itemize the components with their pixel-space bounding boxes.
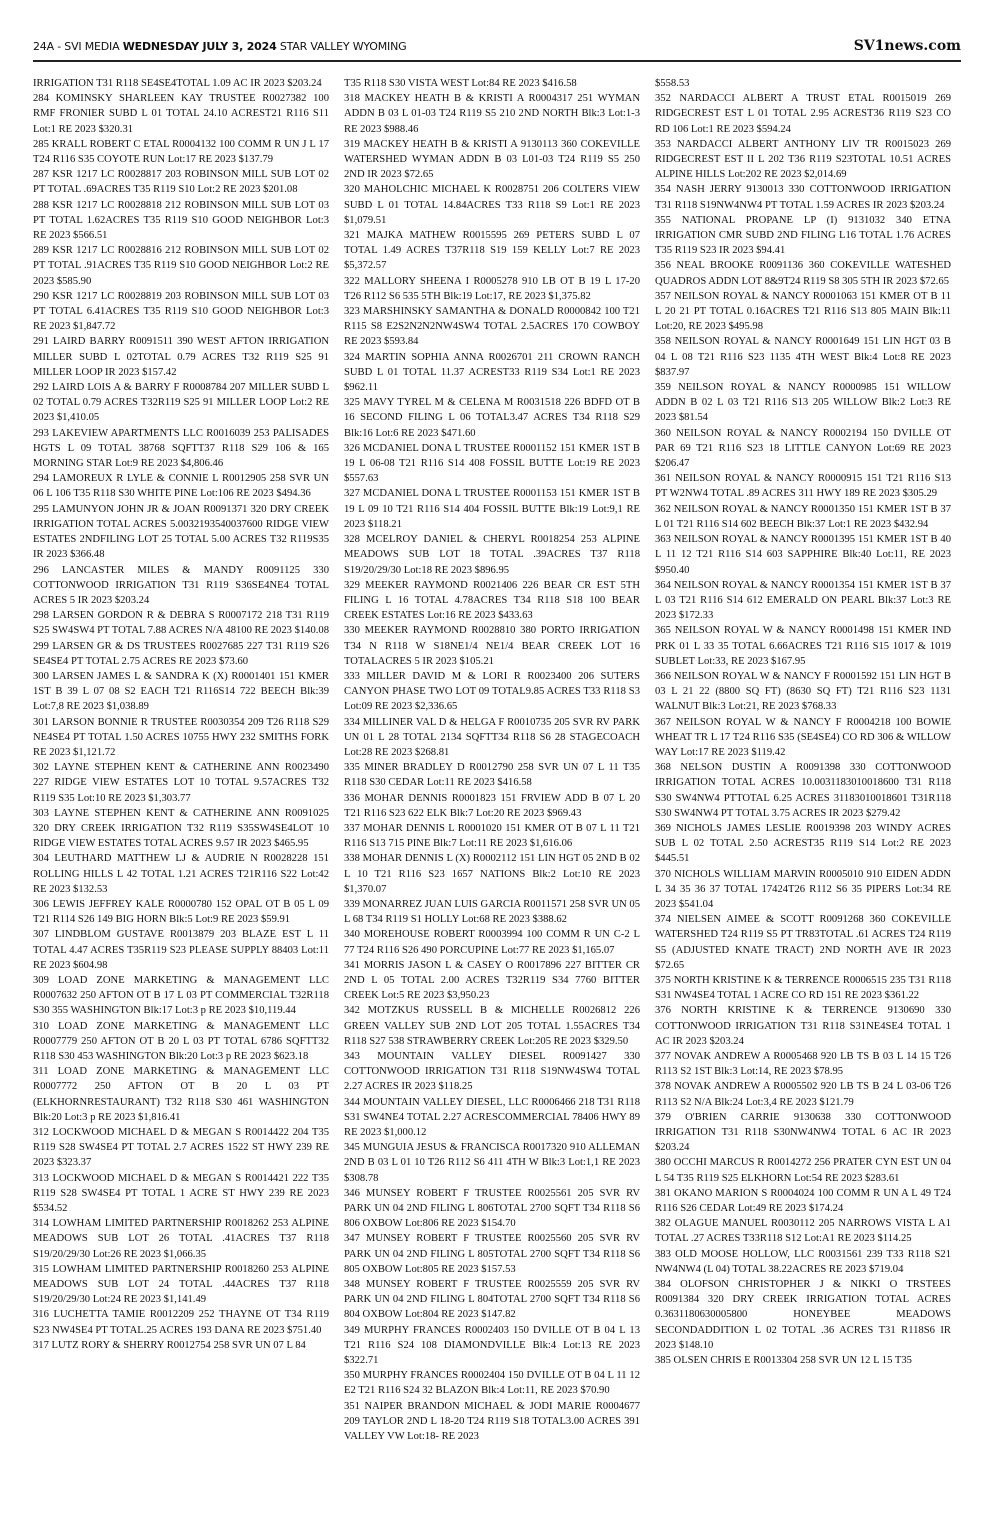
- listing-entry: 342 MOTZKUS RUSSELL B & MICHELLE R0026812 226 GREEN VALLEY SUB 2ND LOT 205 TOTAL 1.55ACRES T34 R118 S27 538 STRAWBERRY CREEK Lot:205 RE 2023 $329.50: [344, 1005, 640, 1047]
- listing-entry: 284 KOMINSKY SHARLEEN KAY TRUSTEE R0027382 100 RMF FRONIER SUBD L 01 TOTAL 24.10 ACRESТ21 R116 S11 Lot:1 RE 2023 $320.31: [33, 93, 329, 135]
- listing-entry: 353 NARDACCI ALBERT ANTHONY LIV TR R0015023 269 RIDGECREST EST II L 202 T36 R119 S23TOTAL 10.51 ACRES ALPINE HILLS Lot:202 RE 2023 $2,014.69: [655, 138, 951, 181]
- listing-entry: 328 MCELROY DANIEL & CHERYL R0018254 253 ALPINE MEADOWS SUB LOT 18 TOTAL .39ACRES T37 R118 S19/20/29/30 Lot:18 RE 2023 $896.95: [344, 534, 640, 576]
- listing-entry: 299 LARSEN GR & DS TRUSTEES R0027685 227 T31 R119 S26 SE4SE4 PT TOTAL 2.75 ACRES RE 2023 $73.60: [33, 640, 329, 667]
- listing-entry: 306 LEWIS JEFFREY KALE R0000780 152 OPAL OT B 05 L 09 T21 R114 S26 149 BIG HORN Blk:5 Lot:9 RE 2023 $59.91: [33, 898, 329, 926]
- listing-entry: 314 LOWHAM LIMITED PARTNERSHIP R0018262 253 ALPINE MEADOWS SUB LOT 26 TOTAL .41ACRES T37 R118 S19/20/29/30 Lot:26 RE 2023 $1,066.35: [33, 1218, 329, 1260]
- listing-entry: 345 MUNGUIA JESUS & FRANCISCA R0017320 910 ALLEMAN 2ND B 03 L 01 10 T26 R112 S6 411 4TH W Blk:3 Lot:1,1 RE 2023 $308.78: [344, 1142, 640, 1184]
- listing-entry: 313 LOCKWOOD MICHAEL D & MEGAN S R0014421 222 T35 R119 S28 SW4SE4 PT TOTAL 1 ACRE ST HWY 239 RE 2023 $534.52: [33, 1172, 329, 1215]
- listing-entry: 295 LAMUNYON JOHN JR & JOAN R0091371 320 DRY CREEK IRRIGATION TOTAL ACRES 5.0032193540037600 RIDGE VIEW ESTATES 2NDFILING LOT 25 TOTAL 5.00 ACRES T32 R119S35 IR 2023 $366.48: [33, 503, 329, 561]
- listing-entry: T35 R118 S30 VISTA WEST Lot:84 RE 2023 $416.58: [344, 78, 577, 89]
- listing-entry: 287 KSR 1217 LC R0028817 203 ROBINSON MILL SUB LOT 02 PT TOTAL .69ACRES T35 R119 S10 Lot:2 RE 2023 $201.08: [33, 169, 329, 196]
- listing-entry: 368 NELSON DUSTIN A R0091398 330 COTTONWOOD IRRIGATION TOTAL ACRES 10.0031183010018600 T31 R118 S30 SW4NW4 PTTOTAL 6.25 ACRES 31183010018601 T31R118 S30 SW4NW4 PT TOTAL 3.75 ACRES IR 2023 $279.42: [655, 762, 951, 819]
- listing-entry: 366 NEILSON ROYAL W & NANCY F R0001592 151 LIN HGT B 03 L 21 22 (8800 SQ FT) (8630 SQ FT) T21 R116 S23 1131 WALNUT Blk:3 Lot:21, RE 2023 $768.33: [655, 670, 951, 713]
- listing-entry: 323 MARSHINSKY SAMANTHA & DONALD R0000842 100 T21 R115 S8 E2S2N2N2NW4SW4 TOTAL 2.5ACRES 170 COWBOY RE 2023 $593.84: [344, 306, 640, 348]
- listing-entry: 350 MURPHY FRANCES R0002404 150 DVILLE OT B 04 L 11 12 E2 T21 R116 S24 32 BLAZON Blk:4 Lot:11, RE 2023 $70.90: [344, 1370, 640, 1397]
- listing-entry: 348 MUNSEY ROBERT F TRUSTEE R0025559 205 SVR RV PARK UN 04 2ND FILING L 804TOTAL 2700 SQFT T34 R118 S6 804 OXBOW Lot:804 RE 2023 $147.82: [344, 1279, 640, 1321]
- page-header: [33, 38, 961, 56]
- listing-entry: 289 KSR 1217 LC R0028816 212 ROBINSON MILL SUB LOT 02 PT TOTAL .91ACRES T35 R119 S10 GOOD NEIGHBOR Lot:2 RE 2023 $585.90: [33, 245, 329, 287]
- listing-entry: 374 NIELSEN AIMEE & SCOTT R0091268 360 COKEVILLE WATERSHED T24 R119 S5 PT TR83TOTAL .61 ACRES T24 R119 S5 (ADJUSTED KNATE TRACT) 2ND NORTH AVE IR 2023 $72.65: [655, 914, 951, 971]
- listing-entry: 361 NEILSON ROYAL & NANCY R0000915 151 T21 R116 S13 PT W2NW4 TOTAL .89 ACRES 311 HWY 189 RE 2023 $305.29: [655, 473, 951, 500]
- listing-entry: 355 NATIONAL PROPANE LP (I) 9131032 340 ETNA IRRIGATION CMR SUBD 2ND FILING L16 TOTAL 1.76 ACRES T35 R119 S23 IR 2023 $94.41: [655, 214, 951, 257]
- folio-line: [33, 40, 406, 53]
- listing-entry: 335 MINER BRADLEY D R0012790 258 SVR UN 07 L 11 T35 R118 S30 CEDAR Lot:11 RE 2023 $416.58: [344, 762, 640, 789]
- listing-entry: 290 KSR 1217 LC R0028819 203 ROBINSON MILL SUB LOT 03 PT TOTAL 6.41ACRES T35 R119 S10 GOOD NEIGHBOR Lot:3 RE 2023 $1,847.72: [33, 290, 329, 333]
- listing-entry: 302 LAYNE STEPHEN KENT & CATHERINE ANN R0023490 227 RIDGE VIEW ESTATES LOT 10 TOTAL 9.57ACRES T32 R119 S35 Lot:10 RE 2023 $1,303.77: [33, 762, 329, 804]
- listing-entry: 292 LAIRD LOIS A & BARRY F R0008784 207 MILLER SUBD L 02 TOTAL 0.79 ACRES T32R119 S25 91 MILLER LOOP Lot:2 RE 2023 $1,410.05: [33, 382, 329, 424]
- listing-entry: 338 MOHAR DENNIS L (X) R0002112 151 LIN HGT 05 2ND B 02 L 10 T21 R116 S23 1657 NATIONS Blk:2 Lot:10 RE 2023 $1,370.07: [344, 853, 640, 895]
- listing-entry: 294 LAMOREUX R LYLE & CONNIE L R0012905 258 SVR UN 06 L 106 T35 R118 S30 WHITE PINE Lot:106 RE 2023 $494.36: [33, 473, 329, 500]
- listing-entry: 349 MURPHY FRANCES R0002403 150 DVILLE OT B 04 L 13 T21 R116 S24 108 DIAMONDVILLE Blk:4 Lot:13 RE 2023 $322.71: [344, 1324, 640, 1367]
- site-name: SV1news.com: [853, 38, 961, 54]
- listing-entry: 383 OLD MOOSE HOLLOW, LLC R0031561 239 T33 R118 S21 NW4NW4 (L 04) TOTAL 38.22ACRES RE 2023 $719.04: [655, 1248, 951, 1275]
- publication-place: STAR VALLEY WYOMING: [279, 40, 407, 53]
- listing-entry: 301 LARSON BONNIE R TRUSTEE R0030354 209 T26 R118 S29 NE4SE4 PT TOTAL 1.50 ACRES 10755 HWY 232 SMITHS FORK RE 2023 $1,121.72: [33, 716, 329, 758]
- listing-entry: 320 MAHOLCHIC MICHAEL K R0028751 206 COLTERS VIEW SUBD L 01 TOTAL 14.84ACRES T33 R118 S9 Lot:1 RE 2023 $1,079.51: [344, 184, 640, 226]
- listing-entry: 337 MOHAR DENNIS L R0001020 151 KMER OT B 07 L 11 T21 R116 S13 715 PINE Blk:7 Lot:11 RE 2023 $1,616.06: [344, 822, 640, 850]
- listing-entry: 298 LARSEN GORDON R & DEBRA S R0007172 218 T31 R119 S25 SW4SW4 PT TOTAL 7.88 ACRES N/A 48100 RE 2023 $140.08: [33, 610, 329, 637]
- header-rule: [33, 60, 961, 62]
- listing-entry: 341 MORRIS JASON L & CASEY O R0017896 227 BITTER CR 2ND L 05 TOTAL 2.00 ACRES T32R119 S34 7760 BITTER CREEK Lot:5 RE 2023 $3,950.23: [344, 959, 640, 1002]
- column-3: [655, 76, 951, 1528]
- listing-entry: 347 MUNSEY ROBERT F TRUSTEE R0025560 205 SVR RV PARK UN 04 2ND FILING L 805TOTAL 2700 SQFT T34 R118 S6 805 OXBOW Lot:805 RE 2023 $157.53: [344, 1233, 640, 1275]
- listing-entry: 322 MALLORY SHEENA I R0005278 910 LB OT B 19 L 17-20 T26 R112 S6 535 5TH Blk:19 Lot:17, RE 2023 $1,375.82: [344, 275, 640, 302]
- listing-entry: 375 NORTH KRISTINE K & TERRENCE R0006515 235 T31 R118 S31 NW4SE4 TOTAL 1 ACRE CO RD 151 RE 2023 $361.22: [655, 974, 951, 1002]
- listing-entry: 369 NICHOLS JAMES LESLIE R0019398 203 WINDY ACRES SUB L 02 TOTAL 2.50 ACREST35 R119 S14 Lot:2 RE 2023 $445.51: [655, 822, 951, 865]
- listing-entry: 333 MILLER DAVID M & LORI R R0023400 206 SUTERS CANYON PHASE TWO LOT 09 TOTAL9.85 ACRES T33 R118 S3 Lot:09 RE 2023 $2,336.65: [344, 670, 640, 713]
- listing-entry: 288 KSR 1217 LC R0028818 212 ROBINSON MILL SUB LOT 03 PT TOTAL 1.62ACRES T35 R119 S10 GOOD NEIGHBOR Lot:3 RE 2023 $566.51: [33, 199, 329, 242]
- column-1: [33, 76, 329, 1528]
- listing-entry: 327 MCDANIEL DONA L TRUSTEE R0001153 151 KMER 1ST B 19 L 09 10 T21 R116 S14 404 FOSSIL BUTTE Blk:19 Lot:9,1 RE 2023 $118.21: [344, 488, 640, 530]
- listing-entry: 334 MILLINER VAL D & HELGA F R0010735 205 SVR RV PARK UN 01 L 28 TOTAL 2134 SQFTT34 R118 S6 28 STAGECOACH Lot:28 RE 2023 $268.81: [344, 716, 640, 758]
- listing-entry: 326 MCDANIEL DONA L TRUSTEE R0001152 151 KMER 1ST B 19 L 06-08 T21 R116 S14 408 FOSSIL BUTTE Lot:19 RE 2023 $557.63: [344, 442, 640, 485]
- listing-entry: 293 LAKEVIEW APARTMENTS LLC R0016039 253 PALISADES HGTS L 09 TOTAL 38768 SQFTT37 R118 S29 106 & 165 MORNING STAR Lot:9 RE 2023 $4,806.46: [33, 427, 329, 470]
- listing-entry: 316 LUCHETTA TAMIE R0012209 252 THAYNE OT T34 R119 S23 NW4SE4 PT TOTAL.25 ACRES 193 DANA RE 2023 $751.40: [33, 1309, 329, 1336]
- issue-date: WEDNESDAY JULY 3, 2024: [122, 40, 277, 53]
- listing-entry: 312 LOCKWOOD MICHAEL D & MEGAN S R0014422 204 T35 R119 S28 SW4SE4 PT TOTAL 2.7 ACRES 1522 ST HWY 239 RE 2023 $323.37: [33, 1127, 329, 1169]
- listing-entry: 385 OLSEN CHRIS E R0013304 258 SVR UN 12 L 15 T35: [655, 1355, 912, 1367]
- listing-entry: 319 MACKEY HEATH B & KRISTI A 9130113 360 COKEVILLE WATERSHED WYMAN ADDN B 03 L01-03 T24 R119 S5 250 2ND IR 2023 $72.65: [344, 138, 640, 181]
- listing-entry: 370 NICHOLS WILLIAM MARVIN R0005010 910 EIDEN ADDN L 34 35 36 37 TOTAL 17424T26 R112 S6 35 PIPERS Lot:34 RE 2023 $541.04: [655, 868, 951, 910]
- listing-entry: 329 MEEKER RAYMOND R0021406 226 BEAR CR EST 5TH FILING L 16 TOTAL 4.78ACRES T34 R118 S18 100 BEAR CREEK ESTATES Lot:16 RE 2023 $433.63: [344, 579, 640, 622]
- listing-entry: 384 OLOFSON CHRISTOPHER J & NIKKI O TRSTEES R0091384 320 DRY CREEK IRRIGATION TOTAL ACRES 0.3631180630005800 HONEYBEE MEADOWS SECONDADDITION L 02 TOTAL .36 ACRES T31 R118S6 IR 2023 $148.10: [655, 1279, 951, 1351]
- listing-entry: 357 NEILSON ROYAL & NANCY R0001063 151 KMER OT B 11 L 20 21 PT TOTAL 0.16ACRES T21 R116 S13 805 MAIN Blk:11 Lot:20, RE 2023 $495.98: [655, 290, 951, 333]
- listing-entry: 325 MAVY TYREL M & CELENA M R0031518 226 BDFD OT B 16 SECOND FILING L 06 TOTAL3.47 ACRES T34 R118 S29 Blk:16 Lot:6 RE 2023 $471.60: [344, 397, 640, 439]
- listing-entry: 317 LUTZ RORY & SHERRY R0012754 258 SVR UN 07 L 84: [33, 1339, 306, 1351]
- listing-entry: 365 NEILSON ROYAL W & NANCY R0001498 151 KMER IND PRK 01 L 33 35 TOTAL 6.66ACRES T21 R116 S15 1017 & 1019 SUBLET Lot:33, RE 2023 $167.95: [655, 625, 951, 667]
- listing-entry: 378 NOVAK ANDREW A R0005502 920 LB TS B 24 L 03-06 T26 R113 S2 N/A Blk:24 Lot:3,4 RE 2023 $121.79: [655, 1081, 951, 1108]
- listing-entry: 291 LAIRD BARRY R0091511 390 WEST AFTON IRRIGATION MILLER SUBD L 02TOTAL 0.79 ACRES T32 R119 S25 91 MILLER LOOP IR 2023 $157.42: [33, 336, 329, 378]
- column-2: [344, 76, 640, 1528]
- listing-entry: 362 NEILSON ROYAL & NANCY R0001350 151 KMER 1ST B 37 L 01 T21 R116 S14 602 BEECH Blk:37 Lot:1 RE 2023 $432.94: [655, 503, 951, 530]
- listing-entry: 318 MACKEY HEATH B & KRISTI A R0004317 251 WYMAN ADDN B 03 L 01-03 T24 R119 S5 210 2ND NORTH Blk:3 Lot:1-3 RE 2023 $988.46: [344, 93, 640, 135]
- listing-entry: 352 NARDACCI ALBERT A TRUST ETAL R0015019 269 RIDGECREST EST L 01 TOTAL 2.95 ACREST36 R119 S23 CO RD 106 Lot:1 RE 2023 $594.24: [655, 93, 951, 135]
- listing-entry: 367 NEILSON ROYAL W & NANCY F R0004218 100 BOWIE WHEAT TR L 17 T24 R116 S35 (SE4SE4) CO RD 306 & WILLOW WAY Lot:17 RE 2023 $119.42: [655, 716, 951, 758]
- listing-entry: 381 OKANO MARION S R0004024 100 COMM R UN A L 49 T24 R116 S26 CEDAR Lot:49 RE 2023 $174.24: [655, 1187, 951, 1215]
- listing-entry: 309 LOAD ZONE MARKETING & MANAGEMENT LLC R0007632 250 AFTON OT B 17 L 03 PT COMMERCIAL T32R118 S30 355 WASHINGTON Blk:17 Lot:3 p RE 2023 $10,119.44: [33, 974, 329, 1017]
- listing-entry: 379 O'BRIEN CARRIE 9130638 330 COTTONWOOD IRRIGATION T31 R118 S30NW4NW4 TOTAL 6 AC IR 2023 $203.24: [655, 1111, 951, 1154]
- listing-entry: 359 NEILSON ROYAL & NANCY R0000985 151 WILLOW ADDN B 02 L 03 T21 R116 S13 205 WILLOW Blk:2 Lot:3 RE 2023 $81.54: [655, 382, 951, 424]
- listing-entry: 311 LOAD ZONE MARKETING & MANAGEMENT LLC R0007772 250 AFTON OT B 20 L 03 PT (ELKHORNRESTAURANT) T32 R118 S30 461 WASHINGTON Blk:20 Lot:3 p RE 2023 $1,816.41: [33, 1066, 329, 1123]
- section-label: 24A - SVI MEDIA: [33, 40, 120, 53]
- listing-entry: 380 OCCHI MARCUS R R0014272 256 PRATER CYN EST UN 04 L 54 T35 R119 S25 ELKHORN Lot:54 RE 2023 $283.61: [655, 1157, 951, 1184]
- listing-entry: IRRIGATION T31 R118 SE4SE4TOTAL 1.09 AC IR 2023 $203.24: [33, 78, 322, 89]
- listing-entry: $558.53: [655, 78, 690, 89]
- listing-entry: 377 NOVAK ANDREW A R0005468 920 LB TS B 03 L 14 15 T26 R113 S2 1ST Blk:3 Lot:14, RE 2023 $78.95: [655, 1051, 951, 1078]
- listing-entry: 300 LARSEN JAMES L & SANDRA K (X) R0001401 151 KMER 1ST B 39 L 07 08 S2 EACH T21 R116S14 722 BEECH Blk:39 Lot:7,8 RE 2023 $1,038.89: [33, 670, 329, 713]
- listing-entry: 346 MUNSEY ROBERT F TRUSTEE R0025561 205 SVR RV PARK UN 04 2ND FILING L 806TOTAL 2700 SQFT T34 R118 S6 806 OXBOW Lot:806 RE 2023 $154.70: [344, 1187, 640, 1230]
- listing-entry: 354 NASH JERRY 9130013 330 COTTONWOOD IRRIGATION T31 R118 S19NW4NW4 PT TOTAL 1.59 ACRES IR 2023 $203.24: [655, 184, 951, 211]
- listing-entry: 304 LEUTHARD MATTHEW LJ & AUDRIE N R0028228 151 ROLLING HILLS L 42 TOTAL 1.21 ACRES T21R116 S22 Lot:42 RE 2023 $132.53: [33, 853, 329, 895]
- listing-entry: 360 NEILSON ROYAL & NANCY R0002194 150 DVILLE OT PAR 69 T21 R116 S23 18 LITTLE CANYON Lot:69 RE 2023 $206.47: [655, 427, 951, 470]
- listing-entry: 321 MAJKA MATHEW R0015595 269 PETERS SUBD L 07 TOTAL 1.49 ACRES T37R118 S19 159 KELLY Lot:7 RE 2023 $5,372.57: [344, 230, 640, 272]
- listing-entry: 343 MOUNTAIN VALLEY DIESEL R0091427 330 COTTONWOOD IRRIGATION T31 R118 S19NW4SW4 TOTAL 2.27 ACRES IR 2023 $118.25: [344, 1051, 640, 1093]
- listing-entry: 296 LANCASTER MILES & MANDY R0091125 330 COTTONWOOD IRRIGATION T31 R119 S36SE4NE4 TOTAL ACRES 5 IR 2023 $203.24: [33, 564, 329, 606]
- listing-entry: 303 LAYNE STEPHEN KENT & CATHERINE ANN R0091025 320 DRY CREEK IRRIGATION T32 R119 S35SW4SE4LOT 10 RIDGE VIEW ESTATES TOTAL ACRES 9.57 IR 2023 $465.95: [33, 807, 329, 850]
- listing-entry: 358 NEILSON ROYAL & NANCY R0001649 151 LIN HGT 03 B 04 L 08 T21 R116 S23 1135 4TH WEST Blk:4 Lot:8 RE 2023 $837.97: [655, 336, 951, 378]
- listing-entry: 285 KRALL ROBERT C ETAL R0004132 100 COMM R UN J L 17 T24 R116 S35 COYOTE RUN Lot:17 RE 2023 $137.79: [33, 138, 329, 166]
- listing-entry: 310 LOAD ZONE MARKETING & MANAGEMENT LLC R0007779 250 AFTON OT B 20 L 03 PT TOTAL 6786 SQFTT32 R118 S30 453 WASHINGTON Blk:20 Lot:3 p RE 2023 $623.18: [33, 1020, 329, 1062]
- listing-entry: 330 MEEKER RAYMOND R0028810 380 PORTO IRRIGATION T34 N R118 W S18NE1/4 NE1/4 BEAR CREEK LOT 16 TOTALACRES 5 IR 2023 $105.21: [344, 625, 640, 667]
- listing-entry: 307 LINDBLOM GUSTAVE R0013879 203 BLAZE EST L 11 TOTAL 4.47 ACRES T35R119 S23 PLEASE SUPPLY 88403 Lot:11 RE 2023 $604.98: [33, 929, 329, 971]
- listing-entry: 315 LOWHAM LIMITED PARTNERSHIP R0018260 253 ALPINE MEADOWS SUB LOT 24 TOTAL .44ACRES T37 R118 S19/20/29/30 Lot:24 RE 2023 $1,141.49: [33, 1263, 329, 1306]
- listing-entry: 363 NEILSON ROYAL & NANCY R0001395 151 KMER 1ST B 40 L 11 12 T21 R116 S14 603 SAPPHIRE Blk:40 Lot:11, RE 2023 $950.40: [655, 534, 951, 576]
- listing-entry: 382 OLAGUE MANUEL R0030112 205 NARROWS VISTA L A1 TOTAL .27 ACRES T33R118 S12 Lot:A1 RE 2023 $114.25: [655, 1218, 951, 1245]
- listing-entry: 339 MONARREZ JUAN LUIS GARCIA R0011571 258 SVR UN 05 L 68 T34 R119 S1 HOLLY Lot:68 RE 2023 $388.62: [344, 898, 640, 926]
- listing-entry: 324 MARTIN SOPHIA ANNA R0026701 211 CROWN RANCH SUBD L 01 TOTAL 11.37 ACREST33 R119 S34 Lot:1 RE 2023 $962.11: [344, 351, 640, 394]
- listing-entry: 340 MOREHOUSE ROBERT R0003994 100 COMM R UN C-2 L 77 T24 R116 S26 490 PORCUPINE Lot:77 RE 2023 $1,165.07: [344, 929, 640, 956]
- listing-entry: 344 MOUNTAIN VALLEY DIESEL, LLC R0006466 218 T31 R118 S31 SW4NE4 TOTAL 2.27 ACRESCOMMERCIAL 78406 HWY 89 RE 2023 $1,000.12: [344, 1096, 640, 1139]
- listing-entry: 376 NORTH KRISTINE K & TERRENCE 9130690 330 COTTONWOOD IRRIGATION T31 R118 S31NE4SE4 TOTAL 1 AC IR 2023 $203.24: [655, 1005, 951, 1047]
- listing-entry: 364 NEILSON ROYAL & NANCY R0001354 151 KMER 1ST B 37 L 03 T21 R116 S14 612 EMERALD ON PEARL Blk:37 Lot:3 RE 2023 $172.33: [655, 579, 951, 622]
- listing-entry: 351 NAIPER BRANDON MICHAEL & JODI MARIE R0004677 209 TAYLOR 2ND L 18-20 T24 R119 S18 TOTAL3.00 ACRES 391 VALLEY VW Lot:18- RE 2023: [344, 1400, 640, 1443]
- listing-entry: 336 MOHAR DENNIS R0001823 151 FRVIEW ADD B 07 L 20 T21 R116 S23 622 ELK Blk:7 Lot:20 RE 2023 $969.43: [344, 792, 640, 819]
- listing-entry: 356 NEAL BROOKE R0091136 360 COKEVILLE WATESHED QUADROS ADDN LOT 8&9T24 R119 S8 305 5TH IR 2023 $72.65: [655, 260, 951, 287]
